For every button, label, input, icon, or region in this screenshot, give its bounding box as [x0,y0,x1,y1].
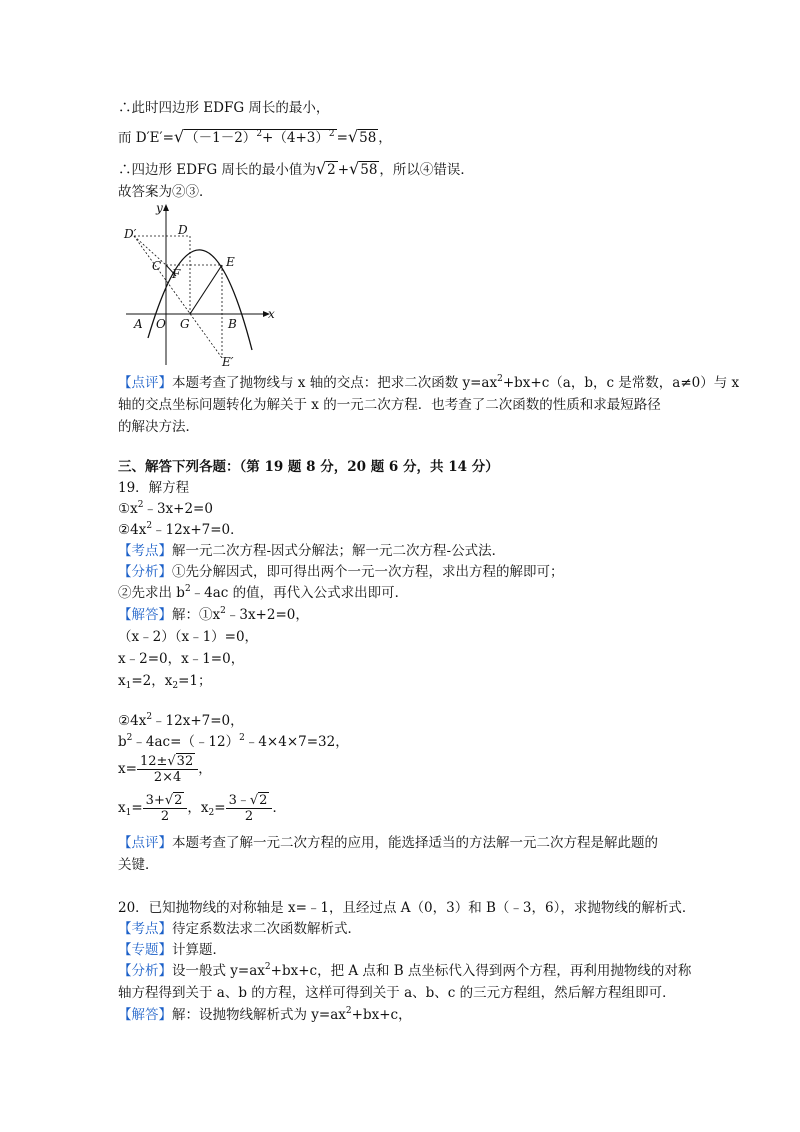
step-text: ，x [187,800,209,816]
sqrt-icon: √ [164,793,174,808]
q19-step-2: x﹣2=0，x﹣1=0， [118,651,245,667]
q19-kaodian [118,542,505,560]
num-text: 3﹣ [228,793,250,808]
radicand [184,129,336,146]
q20-title: 20．已知抛物线的对称轴是 x=﹣1，且经过点 A（0，3）和 B（﹣3，6），求抛物线的解析式． [118,900,696,916]
q19-step-3 [118,672,212,690]
line3-tail: ，所以④错误． [379,162,474,178]
kaodian-tag: 【考点】 [118,543,172,559]
equals: = [336,130,348,146]
solution-line-2 [118,128,392,147]
exponent: 2 [239,733,245,743]
dprime-c-line [134,236,166,265]
dianping-tag: 【点评】 [118,835,172,851]
exponent: 2 [345,1006,352,1016]
sqrt-icon: √ [315,159,327,178]
exponent: 2 [497,374,503,384]
q19-fenxi-1 [118,563,564,581]
q19-step-7 [118,793,286,824]
zhuanti-text: 计算题． [172,942,226,958]
q19-step-1: （x﹣2）（x﹣1）=0， [118,629,259,645]
y-axis-arrow-icon [163,204,169,211]
radicand: 58 [360,162,378,178]
q19-fenxi-2 [118,584,408,602]
subscript: 1 [125,808,132,818]
kaodian-text: 解一元二次方程-因式分解法；解一元二次方程-公式法． [172,543,506,559]
sqrt-icon: √ [347,127,359,146]
subscript: 2 [208,808,215,818]
q19-dianping-2: 关键． [118,857,159,873]
q19-step-5 [118,733,349,751]
eq-part: ﹣12x+7=0． [152,522,244,538]
sqrt-icon: √ [249,793,259,808]
num-text: 3+ [145,793,165,808]
exponent: 2 [328,129,335,139]
numerator [226,793,273,809]
exponent: 2 [146,521,153,531]
q20-fenxi-1 [118,962,691,980]
dprime-eprime-line [134,236,222,358]
jieda-text: ﹣3x+2=0， [225,607,309,623]
label-Dprime: D′ [124,227,137,241]
section-heading: 三、解答下列各题：（第 19 题 8 分，20 题 6 分，共 14 分） [118,459,499,475]
exponent: 2 [126,733,133,743]
comment-text: 本题考查了抛物线与 x 轴的交点：把求二次函数 y=ax [172,375,498,391]
step-text: ②4x [118,713,147,729]
q20-jieda [118,1006,412,1024]
solution-line-3 [118,160,474,179]
fenxi-text: ﹣4ac 的值，再代入公式求出即可． [190,585,409,601]
fenxi-text: +bx+c，把 A 点和 B 点坐标代入得到两个方程，再利用抛物线的对称 [270,963,692,979]
jieda-text: 解：设抛物线解析式为 y=ax [172,1007,346,1023]
comment-line-1 [118,374,739,392]
sqrt-icon: √ [167,754,176,769]
fenxi-text: 设一般式 y=ax [172,963,265,979]
q20-kaodian [118,920,361,938]
radicand-part-b: +（4+3） [262,130,329,146]
equals: = [131,800,143,816]
label-x: x [268,307,275,321]
label-y: y [156,201,163,215]
answer-line: 故答案为②③． [118,184,213,200]
kaodian-tag: 【考点】 [118,921,172,937]
q19-title: 19．解方程 [118,480,190,496]
step-text: x= [118,761,137,777]
fraction [143,793,188,824]
q19-jieda-1 [118,606,309,624]
comment-line-2: 轴的交点坐标问题转化为解关于 x 的一元二次方程．也考查了二次函数的性质和求最短路径 [118,397,661,413]
label-E: E [226,255,235,269]
label-A: A [134,317,143,331]
eq-part: ﹣3x+2=0 [143,501,213,517]
q19-eq1 [118,500,213,518]
q19-step-6 [118,754,212,785]
num-text: 12± [139,754,168,769]
jieda-text: +bx+c， [351,1007,412,1023]
fenxi-tag: 【分析】 [118,564,172,580]
line2-prefix: 而 D′E′= [118,130,174,146]
fraction [226,793,273,824]
radicand-part-a: （－1－2） [185,130,257,146]
step-text: ﹣4×4×7=32， [244,734,349,750]
jieda-tag: 【解答】 [118,607,172,623]
radicand: 2 [174,793,183,808]
zhuanti-tag: 【专题】 [118,942,172,958]
punct: ． [272,800,286,816]
step-text: ﹣4ac=（﹣12） [132,734,240,750]
radicand: 2 [259,793,268,808]
fenxi-tag: 【分析】 [118,963,172,979]
subscript: 1 [125,681,132,691]
denominator: 2 [244,809,254,824]
comment-line-3: 的解决方法． [118,419,199,435]
fraction [137,754,198,785]
exponent: 2 [137,500,144,510]
q19-dianping-1 [118,834,658,852]
numerator [143,793,188,809]
denominator: 2 [160,809,170,824]
q19-step-4 [118,712,244,730]
line3-prefix: ∴四边形 EDFG 周长的最小值为 [118,162,316,178]
exponent: 2 [146,712,153,722]
eq-part: ②4x [118,522,147,538]
subscript: 2 [172,681,179,691]
label-O: O [156,317,166,331]
q19-eq2 [118,521,244,539]
radicand: 32 [176,754,194,769]
label-D: D [178,223,188,237]
label-B: B [228,317,237,331]
kaodian-text: 待定系数法求二次函数解析式． [172,921,361,937]
denominator: 2×4 [153,770,182,785]
label-C: C [152,259,162,273]
label-Eprime: E′ [222,355,234,369]
fenxi-text: ①先分解因式，即可得出两个一元一次方程，求出方程的解即可； [172,564,564,580]
step-text: x [118,673,126,689]
dianping-text: 本题考查了解一元二次方程的应用，能选择适当的方法解一元二次方程是解此题的 [172,835,658,851]
solution-line-1: ∴此时四边形 EDFG 周长的最小， [118,100,330,116]
q20-zhuanti [118,941,226,959]
exponent: 2 [264,962,271,972]
sqrt-icon: √ [173,127,185,146]
ef-segment [190,265,222,314]
q20-fenxi-2: 轴方程得到关于 a、b 的方程，这样可得到关于 a、b、c 的三元方程组，然后解方程组即可． [118,985,676,1001]
result-radicand: 58 [359,130,377,146]
exponent: 2 [184,584,191,594]
sqrt-icon: √ [349,159,360,178]
jieda-text: 解：①x [172,607,221,623]
punct: ， [378,130,392,146]
equals: = [214,800,226,816]
parabola-figure [118,200,288,370]
label-F: F [172,267,181,281]
numerator [137,754,198,770]
step-text: ﹣12x+7=0， [152,713,244,729]
radicand: 2 [327,162,336,178]
punct: ， [198,761,212,777]
step-text: =2，x [131,673,173,689]
step-text: =1； [178,673,212,689]
label-G: G [180,317,190,331]
fenxi-text: ②先求出 b [118,585,185,601]
step-text: b [118,734,127,750]
dianping-tag: 【点评】 [118,375,172,391]
exponent: 2 [256,129,263,139]
exponent: 2 [220,606,226,616]
eq-part: ①x [118,501,138,517]
jieda-tag: 【解答】 [118,1007,172,1023]
step-text: x [118,800,126,816]
plus: + [337,162,350,178]
comment-text: +bx+c（a，b，c 是常数，a≠0）与 x [502,375,740,391]
